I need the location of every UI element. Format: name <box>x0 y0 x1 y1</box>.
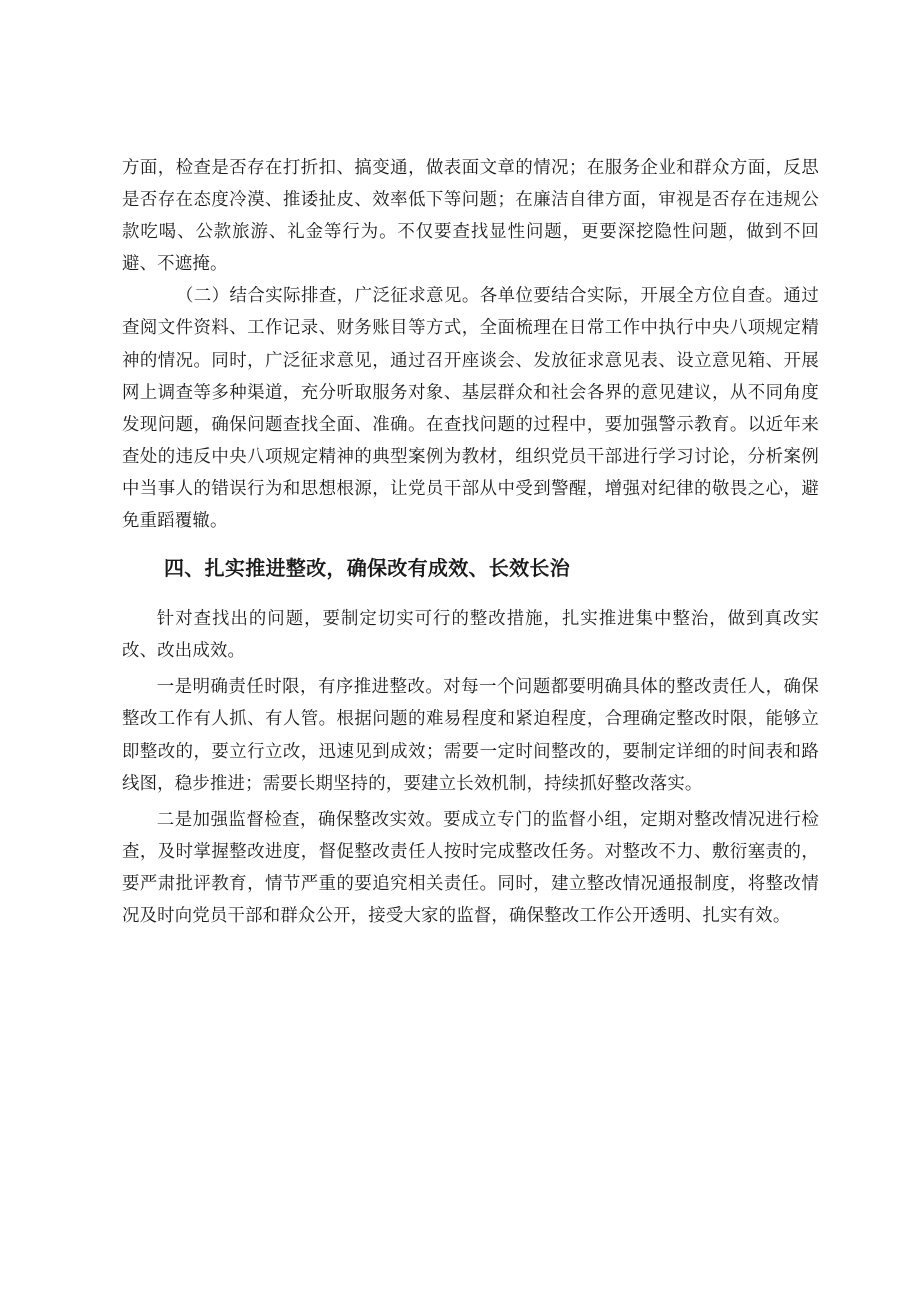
paragraph-continued: 方面，检查是否存在打折扣、搞变通，做表面文章的情况；在服务企业和群众方面，反思是否存在态度冷漠、推诿扯皮、效率低下等问题；在廉洁自律方面，审视是否存在违规公款吃喝、公款旅游、礼金等行为。不仅要查找显性问题，更要深挖隐性问题，做到不回避、不遮掩。 <box>122 158 819 275</box>
paragraph-section-two: （二）结合实际排查，广泛征求意见。各单位要结合实际，开展全方位自查。通过查阅文件资料、工作记录、财务账目等方式，全面梳理在日常工作中执行中央八项规定精神的情况。同时，广泛征求意见，通过召开座谈会、发放征求意见表、设立意见箱、开展网上调查等多种渠道，充分听取服务对象、基层群众和社会各界的意见建议，从不同角度发现问题，确保问题查找全面、准确。在查找问题的过程中，要加强警示教育。以近年来查处的违反中央八项规定精神的典型案例为教材，组织党员干部进行学习讨论，分析案例中当事人的错误行为和思想根源，让党员干部从中受到警醒，增强对纪律的敬畏之心，避免重蹈覆辙。 <box>122 286 819 532</box>
section-heading-four: 四、扎实推进整改，确保改有成效、长效长治 <box>164 556 570 581</box>
document-body <box>122 152 819 932</box>
paragraph-point-two: 二是加强监督检查，确保整改实效。要成立专门的监督小组，定期对整改情况进行检查，及时掌握整改进度，督促整改责任人按时完成整改任务。对整改不力、敷衍塞责的，要严肃批评教育，情节严重的要追究相关责任。同时，建立整改情况通报制度，将整改情况及时向党员干部和群众公开，接受大家的监督，确保整改工作公开透明、扎实有效。 <box>122 809 819 926</box>
paragraph-point-one: 一是明确责任时限，有序推进整改。对每一个问题都要明确具体的整改责任人，确保整改工作有人抓、有人管。根据问题的难易程度和紧迫程度，合理确定整改时限，能够立即整改的，要立行立改，迅速见到成效；需要一定时间整改的，要制定详细的时间表和路线图，稳步推进；需要长期坚持的，要建立长效机制，持续抓好整改落实。 <box>122 677 819 794</box>
paragraph-intro: 针对查找出的问题，要制定切实可行的整改措施，扎实推进集中整治，做到真改实改、改出成效。 <box>122 609 819 662</box>
